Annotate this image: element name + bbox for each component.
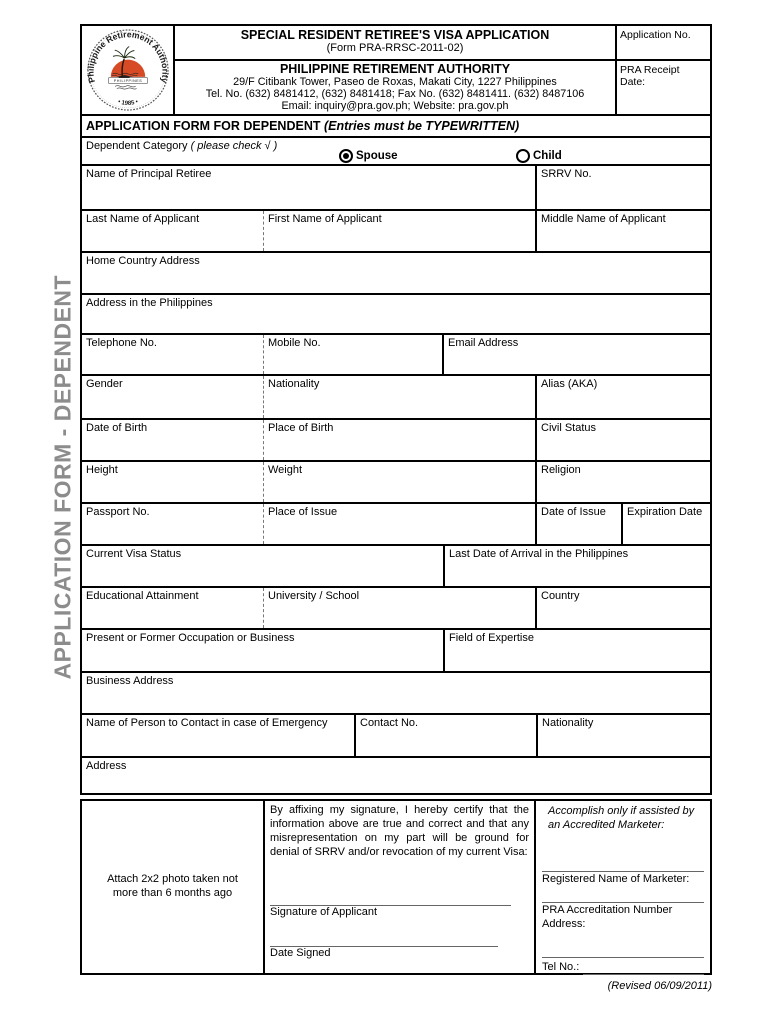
field-email-address[interactable] xyxy=(442,335,710,374)
authority-address: 29/F Citibank Tower, Paseo de Roxas, Makati City, 1227 Philippines xyxy=(233,76,557,88)
label-height: Height xyxy=(86,464,118,476)
label-university-school: University / School xyxy=(268,590,360,602)
field-weight[interactable] xyxy=(263,462,535,502)
label-philippines-address: Address in the Philippines xyxy=(86,297,213,309)
field-date-of-birth[interactable] xyxy=(82,420,263,460)
svg-text:• 1985 • xyxy=(117,99,139,107)
dependent-category-note: ( please check √ ) xyxy=(190,140,278,152)
child-radio-label: Child xyxy=(533,150,562,162)
label-business-address: Business Address xyxy=(86,675,174,687)
seal-ring-text: Philippine Retirement Authority xyxy=(85,29,170,84)
label-last-name: Last Name of Applicant xyxy=(86,213,200,225)
row-education xyxy=(82,588,710,630)
field-emergency-nationality[interactable] xyxy=(536,715,710,756)
field-emergency-address[interactable] xyxy=(82,758,710,793)
application-no-label: Application No. xyxy=(620,29,691,41)
label-expiration-date: Expiration Date xyxy=(627,506,703,518)
label-srrv-no: SRRV No. xyxy=(541,168,592,180)
row-emergency-address xyxy=(82,758,710,793)
row-business-address xyxy=(82,673,710,715)
application-no-field[interactable] xyxy=(617,26,710,61)
label-gender: Gender xyxy=(86,378,123,390)
label-last-arrival-date: Last Date of Arrival in the Philippines xyxy=(449,548,629,560)
field-mobile-no[interactable] xyxy=(263,335,442,374)
label-field-of-expertise: Field of Expertise xyxy=(449,632,534,644)
pra-receipt-date-field[interactable] xyxy=(617,61,710,114)
field-date-of-issue[interactable] xyxy=(535,504,621,544)
label-home-country-address: Home Country Address xyxy=(86,255,200,267)
row-passport xyxy=(82,504,710,546)
label-current-visa-status: Current Visa Status xyxy=(86,548,182,560)
marketer-tel-label: Tel No.: xyxy=(542,961,580,974)
field-height[interactable] xyxy=(82,462,263,502)
form-title: APPLICATION FORM FOR DEPENDENT xyxy=(86,119,321,133)
signature-label: Signature of Applicant xyxy=(270,906,378,919)
pra-receipt-date-label: PRA Receipt Date: xyxy=(620,64,680,88)
field-philippines-address[interactable] xyxy=(82,295,710,333)
child-radio-icon[interactable] xyxy=(516,149,530,163)
label-passport-no: Passport No. xyxy=(86,506,150,518)
photo-box[interactable] xyxy=(82,801,263,973)
label-principal-retiree: Name of Principal Retiree xyxy=(86,168,212,180)
accreditation-label: PRA Accreditation Number xyxy=(542,903,673,916)
date-signed-label: Date Signed xyxy=(270,947,331,960)
seal-year-text: • 1985 • xyxy=(116,99,139,107)
field-business-address[interactable] xyxy=(82,673,710,713)
spouse-radio-label: Spouse xyxy=(356,150,398,162)
row-home-country-address xyxy=(82,253,710,295)
row-occupation xyxy=(82,630,710,673)
field-passport-no[interactable] xyxy=(82,504,263,544)
label-civil-status: Civil Status xyxy=(541,422,597,434)
radio-option-child[interactable] xyxy=(516,149,562,163)
field-emergency-contact-name[interactable] xyxy=(82,715,354,756)
header-center xyxy=(173,26,617,114)
row-emergency-contact xyxy=(82,715,710,758)
dependent-category-label: Dependent Category xyxy=(86,140,188,152)
field-field-of-expertise[interactable] xyxy=(443,630,710,671)
field-country[interactable] xyxy=(535,588,710,628)
label-date-of-issue: Date of Issue xyxy=(541,506,606,518)
signature-section-table xyxy=(80,799,712,975)
seal-palm-fronds xyxy=(113,47,135,59)
radio-option-spouse[interactable] xyxy=(339,149,398,163)
header-right xyxy=(617,26,710,114)
label-place-of-birth: Place of Birth xyxy=(268,422,334,434)
revision-note: (Revised 06/09/2011) xyxy=(607,980,712,992)
label-contact-no: Contact No. xyxy=(360,717,419,729)
field-telephone-no[interactable] xyxy=(82,335,263,374)
dependent-category-row xyxy=(82,138,710,166)
spouse-radio-icon[interactable] xyxy=(339,149,353,163)
field-alias[interactable] xyxy=(535,376,710,418)
marketer-cell xyxy=(534,801,710,973)
label-weight: Weight xyxy=(268,464,303,476)
field-educational-attainment[interactable] xyxy=(82,588,263,628)
label-date-of-birth: Date of Birth xyxy=(86,422,148,434)
label-middle-name: Middle Name of Applicant xyxy=(541,213,666,225)
marketer-tel-line[interactable] xyxy=(583,963,704,975)
label-telephone-no: Telephone No. xyxy=(86,337,157,349)
label-place-of-issue: Place of Issue xyxy=(268,506,338,518)
marketer-address-label: Address: xyxy=(542,918,586,931)
row-gender xyxy=(82,376,710,420)
seal-banner-text: PHILIPPINES xyxy=(113,79,142,84)
marketer-name-label: Registered Name of Marketer: xyxy=(542,872,690,885)
label-email-address: Email Address xyxy=(448,337,519,349)
field-last-name[interactable] xyxy=(82,211,263,251)
label-religion: Religion xyxy=(541,464,581,476)
row-contact-numbers xyxy=(82,335,710,376)
pra-seal-icon xyxy=(85,27,171,113)
form-header xyxy=(82,26,710,116)
label-mobile-no: Mobile No. xyxy=(268,337,321,349)
field-first-name[interactable] xyxy=(263,211,535,251)
form-main-title: SPECIAL RESIDENT RETIREE'S VISA APPLICATION xyxy=(240,28,550,42)
label-alias: Alias (AKA) xyxy=(541,378,598,390)
logo-cell xyxy=(82,26,173,114)
field-middle-name[interactable] xyxy=(535,211,710,251)
label-educational-attainment: Educational Attainment xyxy=(86,590,199,602)
authority-phone: Tel. No. (632) 8481412, (632) 8481418; Fax No. (632) 8481411. (632) 8487106 xyxy=(205,88,585,100)
side-vertical-title: APPLICATION FORM - DEPENDENT xyxy=(49,274,76,680)
row-principal-retiree xyxy=(82,166,710,211)
field-expiration-date[interactable] xyxy=(621,504,710,544)
field-university-school[interactable] xyxy=(263,588,535,628)
field-current-visa-status[interactable] xyxy=(82,546,443,586)
field-nationality[interactable] xyxy=(263,376,535,418)
label-nationality: Nationality xyxy=(268,378,320,390)
label-occupation: Present or Former Occupation or Business xyxy=(86,632,295,644)
field-contact-no[interactable] xyxy=(354,715,536,756)
main-form-table xyxy=(80,24,712,795)
label-emergency-contact-name: Name of Person to Contact in case of Emergency xyxy=(86,717,328,729)
field-srrv-no[interactable] xyxy=(535,166,710,209)
field-principal-retiree[interactable] xyxy=(82,166,535,209)
authority-email: Email: inquiry@pra.gov.ph; Website: pra.gov.ph xyxy=(281,100,509,112)
form-number: (Form PRA-RRSC-2011-02) xyxy=(326,42,464,54)
field-place-of-birth[interactable] xyxy=(263,420,535,460)
field-home-country-address[interactable] xyxy=(82,253,710,293)
signature-cell xyxy=(263,801,534,973)
field-occupation[interactable] xyxy=(82,630,443,671)
field-place-of-issue[interactable] xyxy=(263,504,535,544)
row-physical xyxy=(82,462,710,504)
seal-sun xyxy=(110,60,144,77)
label-emergency-address: Address xyxy=(86,760,127,772)
row-applicant-name xyxy=(82,211,710,253)
label-first-name: First Name of Applicant xyxy=(268,213,382,225)
row-philippines-address xyxy=(82,295,710,335)
authority-name: PHILIPPINE RETIREMENT AUTHORITY xyxy=(279,62,511,76)
photo-instruction: Attach 2x2 photo taken not more than 6 months ago xyxy=(107,873,238,899)
field-religion[interactable] xyxy=(535,462,710,502)
row-visa-status xyxy=(82,546,710,588)
form-title-bar xyxy=(82,116,710,138)
field-civil-status[interactable] xyxy=(535,420,710,460)
marketer-note: Accomplish only if assisted by an Accredited Marketer: xyxy=(548,805,695,832)
certification-text: By affixing my signature, I hereby certify that the information above are true and correct and that any misrepresentation on my part will be ground for denial of SRRV and/or revocation of my current Visa: xyxy=(270,804,529,858)
field-last-arrival-date[interactable] xyxy=(443,546,710,586)
marketer-address-line[interactable] xyxy=(542,957,704,958)
row-birth xyxy=(82,420,710,462)
field-gender[interactable] xyxy=(82,376,263,418)
label-country: Country xyxy=(541,590,580,602)
form-title-note: (Entries must be TYPEWRITTEN) xyxy=(323,119,520,133)
label-emergency-nationality: Nationality xyxy=(542,717,594,729)
